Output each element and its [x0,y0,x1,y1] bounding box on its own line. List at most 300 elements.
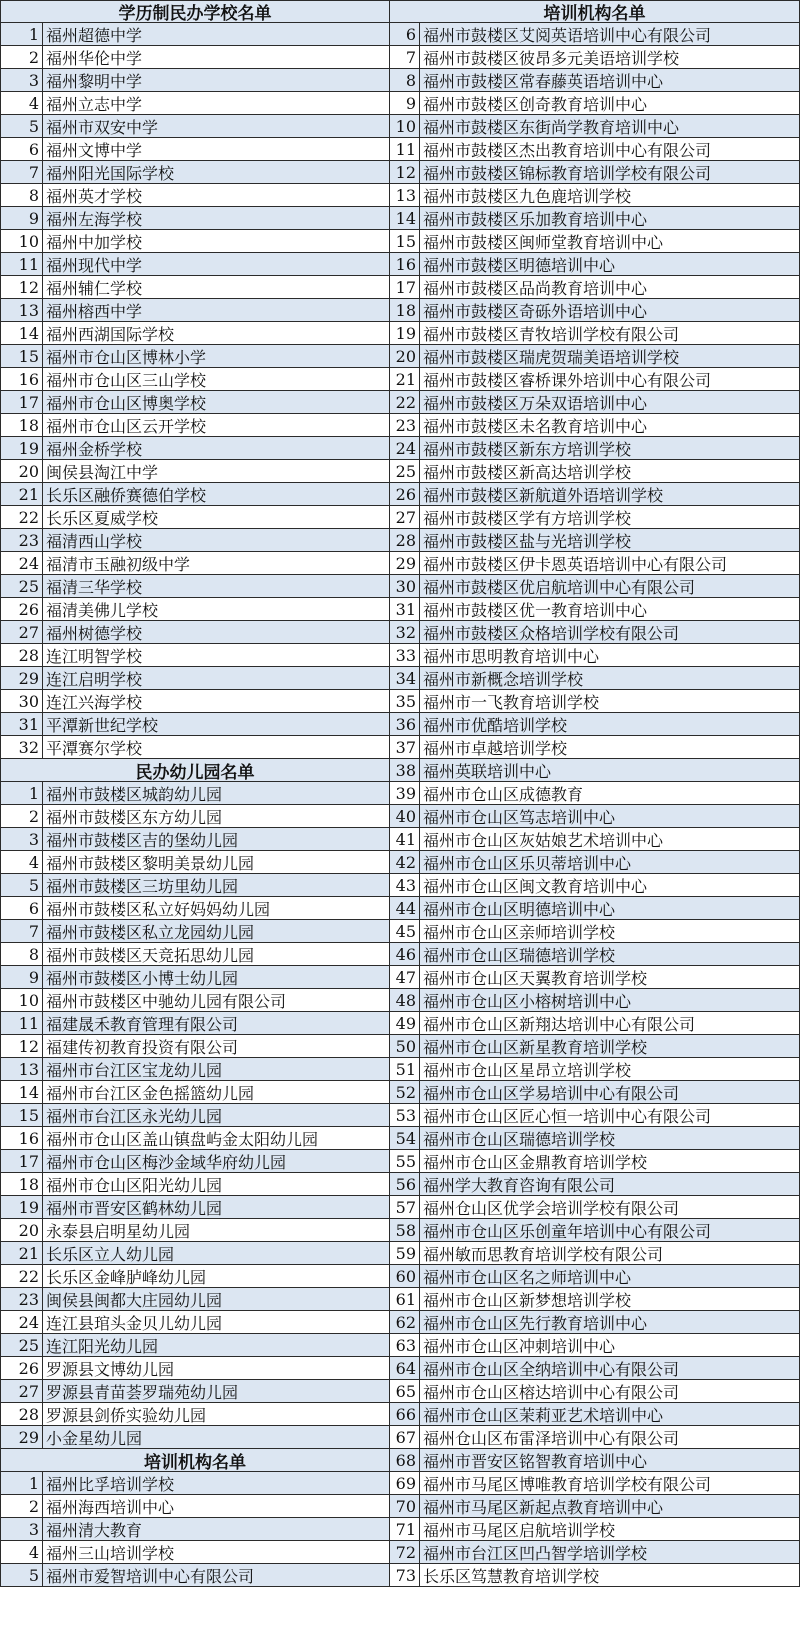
institution-name: 福州市鼓楼区新东方培训学校 [423,439,632,459]
institution-name: 福州市仓山区瑞德培训学校 [423,945,616,965]
table-row [389,138,800,161]
row-number: 23 [1,1288,43,1310]
row-number: 8 [390,69,420,91]
row-number: 20 [1,460,43,482]
table-row [0,1196,389,1219]
table-row [0,23,389,46]
institution-name: 福州市鼓楼区吉的堡幼儿园 [46,830,239,850]
institution-name: 福州市鼓楼区黎明美景幼儿园 [46,853,255,873]
table-row [389,1311,800,1334]
institution-name: 福州英联培训中心 [423,761,552,781]
row-number: 45 [390,920,420,942]
institution-name: 福州三山培训学校 [46,1543,175,1563]
row-number: 26 [1,1357,43,1379]
section-title: 民办幼儿园名单 [0,759,389,782]
table-row [389,598,800,621]
row-number: 26 [1,598,43,620]
table-row [389,782,800,805]
table-row [0,1311,389,1334]
table-row [0,621,389,644]
institution-name: 平潭赛尔学校 [46,738,143,758]
row-number: 22 [1,506,43,528]
table-row [389,115,800,138]
row-number: 20 [1,1219,43,1241]
table-row [389,69,800,92]
institution-name: 福州阳光国际学校 [46,163,175,183]
institution-name: 福州仓山区布雷泽培训中心有限公司 [423,1428,680,1448]
row-number: 70 [390,1495,420,1517]
institution-name: 福州市仓山区博奥学校 [46,393,207,413]
row-number: 29 [1,1426,43,1448]
table-row [389,1380,800,1403]
institution-name: 福清西山学校 [46,531,143,551]
table-row [389,46,800,69]
row-number: 11 [1,1012,43,1034]
table-row [389,506,800,529]
institution-name: 福州比孚培训学校 [46,1474,175,1494]
institution-name: 福清市玉融初级中学 [46,554,191,574]
row-number: 12 [390,161,420,183]
table-row [389,920,800,943]
institution-name: 福州市仓山区星昂立培训学校 [423,1060,632,1080]
table-row [0,483,389,506]
row-number: 13 [390,184,420,206]
row-number: 10 [1,230,43,252]
row-number: 22 [1,1265,43,1287]
table-row [0,874,389,897]
row-number: 49 [390,1012,420,1034]
table-row [389,1081,800,1104]
table-row [389,1403,800,1426]
row-number: 41 [390,828,420,850]
table-row [389,414,800,437]
row-number: 1 [1,782,43,804]
table-row [0,920,389,943]
institution-name: 福州市鼓楼区小博士幼儿园 [46,968,239,988]
row-number: 21 [1,483,43,505]
table-row [389,1495,800,1518]
table-row [0,460,389,483]
row-number: 11 [390,138,420,160]
institution-name: 福清三华学校 [46,577,143,597]
table-row [389,1196,800,1219]
row-number: 10 [1,989,43,1011]
table-row [389,1449,800,1472]
table-row [0,1403,389,1426]
institution-name: 福州市仓山区梅沙金域华府幼儿园 [46,1152,287,1172]
row-number: 19 [390,322,420,344]
table-row [0,437,389,460]
table-row [389,874,800,897]
institution-name: 福州市鼓楼区未名教育培训中心 [423,416,648,436]
row-number: 40 [390,805,420,827]
table-row [389,1541,800,1564]
row-number: 51 [390,1058,420,1080]
table-row [389,1265,800,1288]
table-row [0,230,389,253]
row-number: 1 [1,23,43,45]
institution-name: 福州市晋安区鹤林幼儿园 [46,1198,223,1218]
institution-name: 福州市仓山区笃志培训中心 [423,807,616,827]
table-row [0,1150,389,1173]
table-row [389,690,800,713]
row-number: 31 [1,713,43,735]
institution-name: 福州市仓山区匠心恒一培训中心有限公司 [423,1106,712,1126]
institution-name: 福州市爱智培训中心有限公司 [46,1566,255,1586]
institution-name: 福州市鼓楼区优启航培训中心有限公司 [423,577,696,597]
institution-name: 福州市仓山区全纳培训中心有限公司 [423,1359,680,1379]
row-number: 62 [390,1311,420,1333]
table-row [389,299,800,322]
table-row [0,644,389,667]
institution-name: 福州市仓山区冲刺培训中心 [423,1336,616,1356]
institution-name: 福州市仓山区成德教育 [423,784,584,804]
table-row [0,575,389,598]
row-number: 27 [1,621,43,643]
table-row [389,1472,800,1495]
row-number: 48 [390,989,420,1011]
table-row [0,989,389,1012]
table-row [0,1472,389,1495]
table-row [389,460,800,483]
row-number: 72 [390,1541,420,1563]
table-row [0,1242,389,1265]
row-number: 3 [1,1518,43,1540]
institution-name: 长乐区融侨赛德伯学校 [46,485,207,505]
institution-name: 福州市鼓楼区伊卡恩英语培训中心有限公司 [423,554,728,574]
row-number: 13 [1,299,43,321]
institution-name: 福州市仓山区亲师培训学校 [423,922,616,942]
row-number: 73 [390,1564,420,1586]
institution-name: 福州英才学校 [46,186,143,206]
institution-name: 福州市仓山区新星教育培训学校 [423,1037,648,1057]
institution-name: 福州市鼓楼区明德培训中心 [423,255,616,275]
table-row [389,736,800,759]
table-row [389,161,800,184]
row-number: 14 [390,207,420,229]
institution-name: 福州市鼓楼区万朵双语培训中心 [423,393,648,413]
institution-name: 福州市鼓楼区众格培训学校有限公司 [423,623,680,643]
row-number: 4 [1,1541,43,1563]
institution-name: 福州市鼓楼区睿桥课外培训中心有限公司 [423,370,712,390]
table-row [0,46,389,69]
table-row [389,943,800,966]
row-number: 24 [1,552,43,574]
institution-name: 福州市仓山区明德培训中心 [423,899,616,919]
table-row [0,1035,389,1058]
row-number: 29 [1,667,43,689]
row-number: 57 [390,1196,420,1218]
table-row [389,1058,800,1081]
table-row [0,1081,389,1104]
row-number: 71 [390,1518,420,1540]
row-number: 25 [390,460,420,482]
table-row [389,322,800,345]
row-number: 32 [1,736,43,758]
table-row [0,345,389,368]
table-row [0,138,389,161]
institution-name: 福州市鼓楼区乐加教育培训中心 [423,209,648,229]
row-number: 47 [390,966,420,988]
table-row [389,1150,800,1173]
institution-name: 福州市鼓楼区三坊里幼儿园 [46,876,239,896]
institution-name: 福州市双安中学 [46,117,159,137]
table-row [0,1334,389,1357]
table-row [389,897,800,920]
institution-name: 长乐区立人幼儿园 [46,1244,175,1264]
table-row [0,943,389,966]
table-row [389,207,800,230]
table-row [389,23,800,46]
institution-name: 福州市一飞教育培训学校 [423,692,600,712]
table-row [0,1265,389,1288]
institution-name: 福州市鼓楼区新航道外语培训学校 [423,485,664,505]
institution-name: 福州市仓山区新翔达培训中心有限公司 [423,1014,696,1034]
table-row [0,1357,389,1380]
row-number: 50 [390,1035,420,1057]
institution-name: 福州市马尾区新起点教育培训中心 [423,1497,664,1517]
row-number: 9 [390,92,420,114]
row-number: 52 [390,1081,420,1103]
institution-name: 连江县琯头金贝儿幼儿园 [46,1313,223,1333]
row-number: 55 [390,1150,420,1172]
institution-name: 福州市鼓楼区品尚教育培训中心 [423,278,648,298]
table-row [0,598,389,621]
table-row [0,1518,389,1541]
table-row [0,322,389,345]
row-number: 26 [390,483,420,505]
table-row [389,1564,800,1587]
table-row [389,713,800,736]
institution-name: 罗源县文博幼儿园 [46,1359,175,1379]
institution-name: 福州市卓越培训学校 [423,738,568,758]
row-number: 5 [1,1564,43,1586]
row-number: 23 [1,529,43,551]
institution-name: 福州市仓山区盖山镇盘屿金太阳幼儿园 [46,1129,319,1149]
institution-name: 福州市鼓楼区奇砾外语培训中心 [423,301,648,321]
table-row [389,644,800,667]
row-number: 43 [390,874,420,896]
institution-name: 福州市鼓楼区私立好妈妈幼儿园 [46,899,271,919]
row-number: 8 [1,943,43,965]
row-number: 15 [1,345,43,367]
institution-name: 小金星幼儿园 [46,1428,143,1448]
table-row [389,1012,800,1035]
row-number: 3 [1,828,43,850]
institution-name: 福州市仓山区小榕树培训中心 [423,991,632,1011]
section-title: 培训机构名单 [389,0,800,23]
institution-name: 福州树德学校 [46,623,143,643]
institution-name: 福建传初教育投资有限公司 [46,1037,239,1057]
institution-name: 福州金桥学校 [46,439,143,459]
institution-name: 闽侯县闽都大庄园幼儿园 [46,1290,223,1310]
table-row [389,1518,800,1541]
institution-name: 福州市晋安区铭智教育培训中心 [423,1451,648,1471]
institution-name: 福州市鼓楼区九色鹿培训学校 [423,186,632,206]
row-number: 3 [1,69,43,91]
row-number: 54 [390,1127,420,1149]
row-number: 34 [390,667,420,689]
institution-name: 永泰县启明星幼儿园 [46,1221,191,1241]
institution-name: 连江明智学校 [46,646,143,666]
institution-name: 福州市新概念培训学校 [423,669,584,689]
institution-name: 福州市仓山区瑞德培训学校 [423,1129,616,1149]
table-row [389,253,800,276]
table-row [0,1173,389,1196]
row-number: 53 [390,1104,420,1126]
row-number: 67 [390,1426,420,1448]
row-number: 5 [1,874,43,896]
table-row [0,207,389,230]
table-row [0,92,389,115]
table-row [389,828,800,851]
row-number: 18 [390,299,420,321]
institution-name: 福州市鼓楼区东街尚学教育培训中心 [423,117,680,137]
institution-name: 福州市仓山区云开学校 [46,416,207,436]
institution-name: 福州市鼓楼区彼昂多元美语培训学校 [423,48,680,68]
table-row [389,1288,800,1311]
table-row [0,736,389,759]
institution-name: 福州榕西中学 [46,301,143,321]
row-number: 56 [390,1173,420,1195]
table-row [0,368,389,391]
table-row [389,1426,800,1449]
table-row [0,253,389,276]
institution-name: 长乐区笃慧教育培训学校 [423,1566,600,1586]
institution-name: 福州文博中学 [46,140,143,160]
institution-name: 福州市仓山区闽文教育培训中心 [423,876,648,896]
institution-name: 福州市仓山区学易培训中心有限公司 [423,1083,680,1103]
institution-name: 长乐区夏威学校 [46,508,159,528]
institution-name: 福州市鼓楼区私立龙园幼儿园 [46,922,255,942]
row-number: 16 [390,253,420,275]
table-row [389,1127,800,1150]
section-title: 培训机构名单 [0,1449,389,1472]
institution-name: 福州市鼓楼区学有方培训学校 [423,508,632,528]
row-number: 30 [390,575,420,597]
row-number: 2 [1,1495,43,1517]
row-number: 22 [390,391,420,413]
row-number: 25 [1,1334,43,1356]
table-row [0,506,389,529]
table-row [0,897,389,920]
row-number: 10 [390,115,420,137]
institution-name: 福州市台江区金色摇篮幼儿园 [46,1083,255,1103]
row-number: 32 [390,621,420,643]
right-column [389,0,800,1587]
institution-name: 福州市仓山区先行教育培训中心 [423,1313,648,1333]
row-number: 28 [1,644,43,666]
table-row [389,1357,800,1380]
table-row [0,1495,389,1518]
table-row [0,828,389,851]
institution-name: 闽侯县淘江中学 [46,462,159,482]
row-number: 6 [390,23,420,45]
table-row [389,230,800,253]
institution-name: 福州市仓山区新梦想培训学校 [423,1290,632,1310]
table-row [389,989,800,1012]
institution-name: 福州市鼓楼区艾阅英语培训中心有限公司 [423,25,712,45]
row-number: 2 [1,46,43,68]
institution-name: 福建晟禾教育管理有限公司 [46,1014,239,1034]
row-number: 16 [1,1127,43,1149]
institution-name: 福州市台江区凹凸智学培训学校 [423,1543,648,1563]
institution-name: 福州市仓山区乐贝蒂培训中心 [423,853,632,873]
institution-name: 福州敏而思教育培训学校有限公司 [423,1244,664,1264]
table-row [0,1104,389,1127]
row-number: 66 [390,1403,420,1425]
institution-name: 福州市仓山区名之师培训中心 [423,1267,632,1287]
table-row [389,483,800,506]
row-number: 12 [1,276,43,298]
institution-name: 福州市仓山区灰姑娘艺术培训中心 [423,830,664,850]
table-row [0,1288,389,1311]
institution-name: 福州华伦中学 [46,48,143,68]
table-row [389,851,800,874]
institution-name: 罗源县青苗荟罗瑞苑幼儿园 [46,1382,239,1402]
institution-name: 长乐区金峰胪峰幼儿园 [46,1267,207,1287]
row-number: 69 [390,1472,420,1494]
row-number: 38 [390,759,420,781]
row-number: 6 [1,897,43,919]
row-number: 25 [1,575,43,597]
table-row [0,299,389,322]
row-number: 24 [1,1311,43,1333]
table-row [389,437,800,460]
table-row [389,92,800,115]
table-row [389,1242,800,1265]
table-row [389,759,800,782]
left-column [0,0,389,1587]
table-row [389,621,800,644]
row-number: 1 [1,1472,43,1494]
row-number: 28 [390,529,420,551]
row-number: 9 [1,207,43,229]
row-number: 7 [390,46,420,68]
row-number: 21 [1,1242,43,1264]
institution-name: 福州现代中学 [46,255,143,275]
row-number: 31 [390,598,420,620]
table-row [0,1012,389,1035]
table-row [0,529,389,552]
row-number: 18 [1,1173,43,1195]
table-row [0,276,389,299]
institution-name: 福州中加学校 [46,232,143,252]
row-number: 42 [390,851,420,873]
institution-name: 福州市思明教育培训中心 [423,646,600,666]
table-row [389,276,800,299]
table-row [389,368,800,391]
row-number: 15 [1,1104,43,1126]
row-number: 14 [1,322,43,344]
row-number: 63 [390,1334,420,1356]
institution-name: 福州市仓山区茉莉亚艺术培训中心 [423,1405,664,1425]
table-row [0,69,389,92]
institution-name: 福州市台江区宝龙幼儿园 [46,1060,223,1080]
institution-name: 福州市优酷培训学校 [423,715,568,735]
table-row [389,667,800,690]
institution-name: 连江阳光幼儿园 [46,1336,159,1356]
row-number: 33 [390,644,420,666]
table-row [389,1334,800,1357]
institution-name: 福州市仓山区阳光幼儿园 [46,1175,223,1195]
table-row [389,805,800,828]
row-number: 18 [1,414,43,436]
row-number: 19 [1,437,43,459]
row-number: 36 [390,713,420,735]
table-row [0,667,389,690]
row-number: 68 [390,1449,420,1471]
